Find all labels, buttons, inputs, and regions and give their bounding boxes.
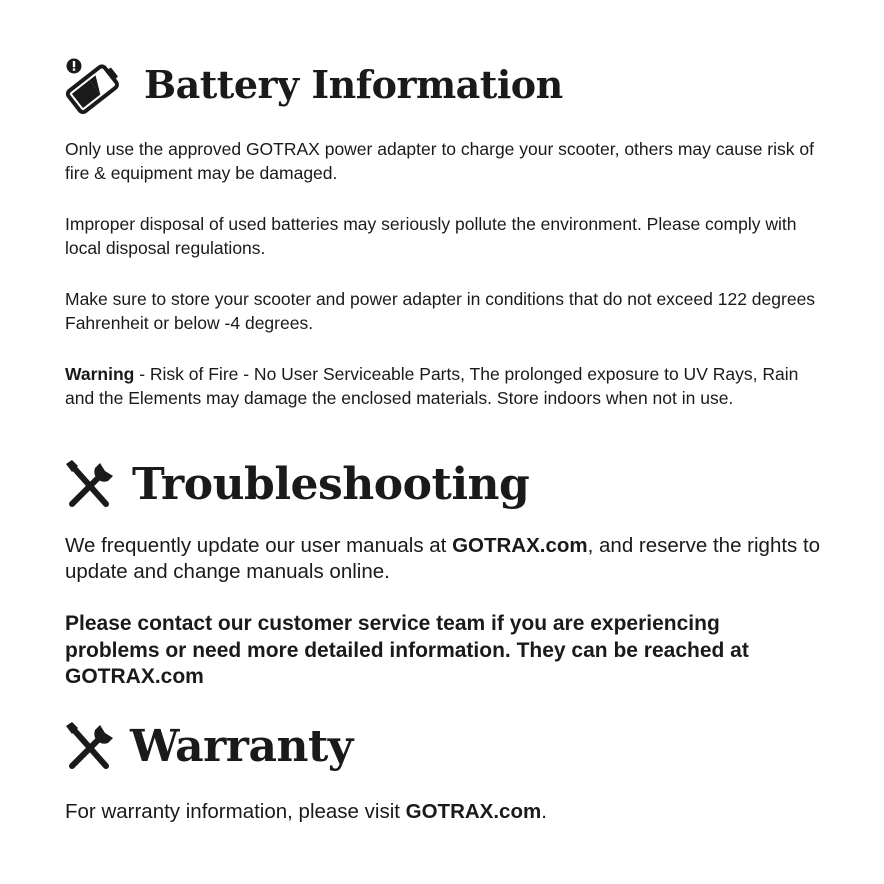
warning-label: Warning [65, 364, 135, 384]
gotrax-link[interactable]: GOTRAX.com [405, 800, 542, 823]
battery-section-header [62, 56, 563, 114]
troubleshooting-paragraph-1: We frequently update our user manuals at GOTRAX.com, and reserve the rights to update and change manuals online. [65, 534, 821, 583]
troubleshooting-contact-paragraph: Please contact our customer service team if you are experiencing problems or need more detailed information. They can be reached at GOTRAX.com [65, 612, 749, 688]
tools-icon [62, 458, 118, 514]
tools-icon [62, 720, 118, 776]
battery-paragraph-2: Improper disposal of used batteries may seriously pollute the environment. Please comply with local disposal regulations. [65, 214, 797, 258]
warning-text: - Risk of Fire - No User Serviceable Parts, The prolonged exposure to UV Rays, Rain and the Elements may damage the enclosed materials. Store indoors when not in use. [65, 364, 799, 408]
battery-paragraph-3: Make sure to store your scooter and power adapter in conditions that do not exceed 122 degrees Fahrenheit or below -4 degrees. [65, 289, 816, 333]
troubleshooting-heading: Troubleshooting [132, 458, 530, 510]
troubleshooting-section-header [62, 458, 529, 514]
warranty-section-header [62, 720, 353, 776]
battery-warning-paragraph [65, 362, 825, 410]
gotrax-link[interactable]: GOTRAX.com [452, 534, 588, 557]
battery-paragraph-1: Only use the approved GOTRAX power adapter to charge your scooter, others may cause risk of fire & equipment may be damaged. [65, 139, 814, 183]
battery-heading: Battery Information [144, 61, 563, 107]
warranty-heading: Warranty [130, 720, 353, 772]
warranty-paragraph: For warranty information, please visit GOTRAX.com. [65, 800, 547, 823]
battery-warning-icon [62, 56, 128, 114]
